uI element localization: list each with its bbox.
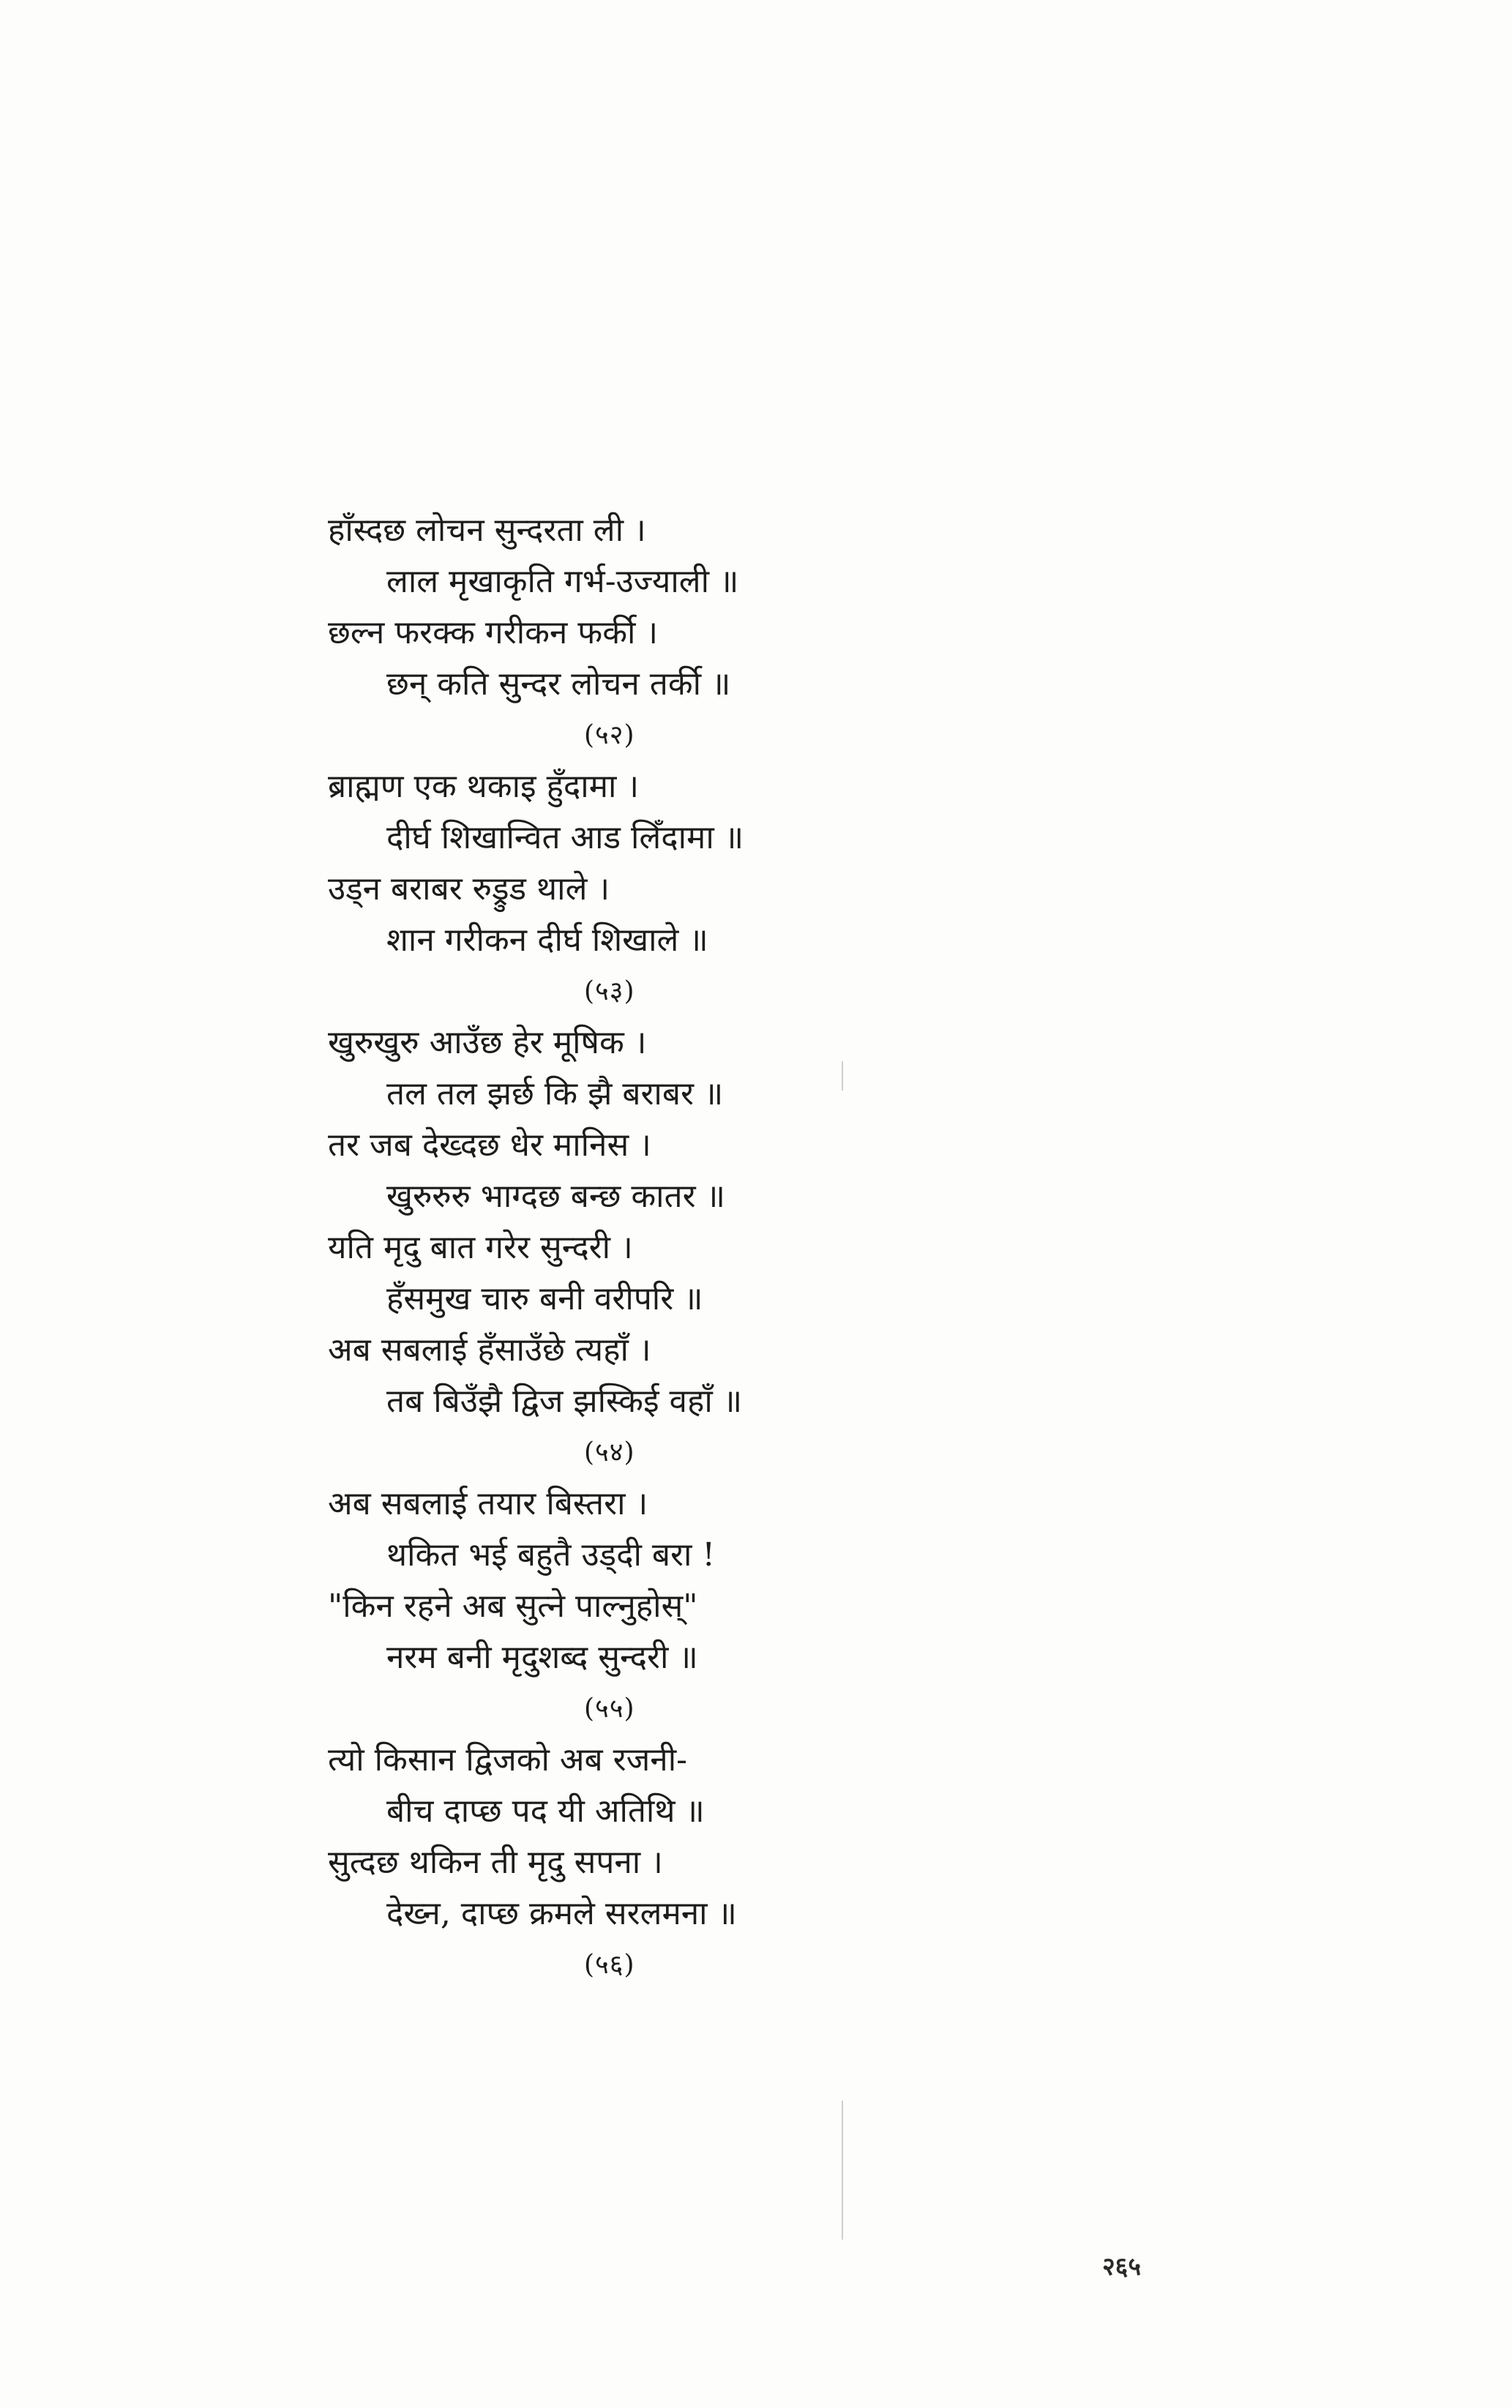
verse-line-indented: तब बिउँझै द्विज झस्किई वहाँ ॥	[386, 1383, 743, 1420]
verse-line-indented: हँसमुख चारु बनी वरीपरि ॥	[386, 1280, 703, 1317]
verse-number: (५२)	[584, 720, 635, 750]
verse-line-indented: थकित भई बहुतै उड्दी बरा !	[386, 1536, 716, 1574]
poem-body	[328, 505, 906, 1991]
scan-mark	[842, 2101, 843, 2240]
scan-mark	[842, 1061, 843, 1091]
verse-line: हाँस्दछ लोचन सुन्दरता ली ।	[328, 512, 646, 549]
verse-number: (५६)	[584, 1950, 635, 1980]
verse-line: त्यो किसान द्विजको अब रजनी-	[328, 1741, 687, 1779]
page-number: २६५	[1102, 2252, 1142, 2281]
verse-line: यति मृदु बात गरेर सुन्दरी ।	[328, 1229, 633, 1266]
verse-line: अब सबलाई हँसाउँछे त्यहाँ ।	[328, 1331, 651, 1369]
verse-line: उड्न बराबर रुड्रुड थाले ।	[328, 870, 610, 908]
verse-line-indented: देख्न, दाप्छ क्रमले सरलमना ॥	[386, 1895, 737, 1932]
verse-number: (५३)	[584, 976, 635, 1006]
verse-line: छल्न फरक्क गरीकन फर्की ।	[328, 614, 659, 651]
verse-line-indented: लाल मृखाकृति गर्भ-उज्याली ॥	[386, 563, 739, 600]
verse-line-indented: नरम बनी मृदुशब्द सुन्दरी ॥	[386, 1639, 698, 1676]
verse-line: खुरुखुरु आउँछ हेर मूषिक ।	[328, 1024, 647, 1061]
verse-line-indented: खुरुरुरु भाग्दछ बन्छ कातर ॥	[386, 1178, 725, 1215]
verse-line-indented: छन् कति सुन्दर लोचन तर्की ॥	[386, 665, 731, 703]
verse-line: अब सबलाई तयार बिस्तरा ।	[328, 1485, 648, 1522]
verse-line-indented: तल तल झर्छ कि झै बराबर ॥	[386, 1075, 724, 1113]
verse-number: (५५)	[584, 1694, 635, 1724]
verse-line: "किन रहने अब सुत्ने पाल्नुहोस्"	[328, 1588, 698, 1625]
verse-line: सुत्दछ थकिन ती मृदु सपना ।	[328, 1844, 663, 1881]
verse-line: तर जब देख्दछ धेर मानिस ।	[328, 1126, 651, 1164]
verse-line: ब्राह्मण एक थकाइ हुँदामा ।	[328, 768, 640, 805]
verse-line-indented: बीच दाप्छ पद यी अतिथि ॥	[386, 1792, 705, 1830]
verse-line-indented: दीर्घ शिखान्वित आड लिँदामा ॥	[386, 819, 744, 856]
verse-number: (५४)	[584, 1437, 635, 1467]
verse-line-indented: शान गरीकन दीर्घ शिखाले ॥	[386, 921, 708, 959]
